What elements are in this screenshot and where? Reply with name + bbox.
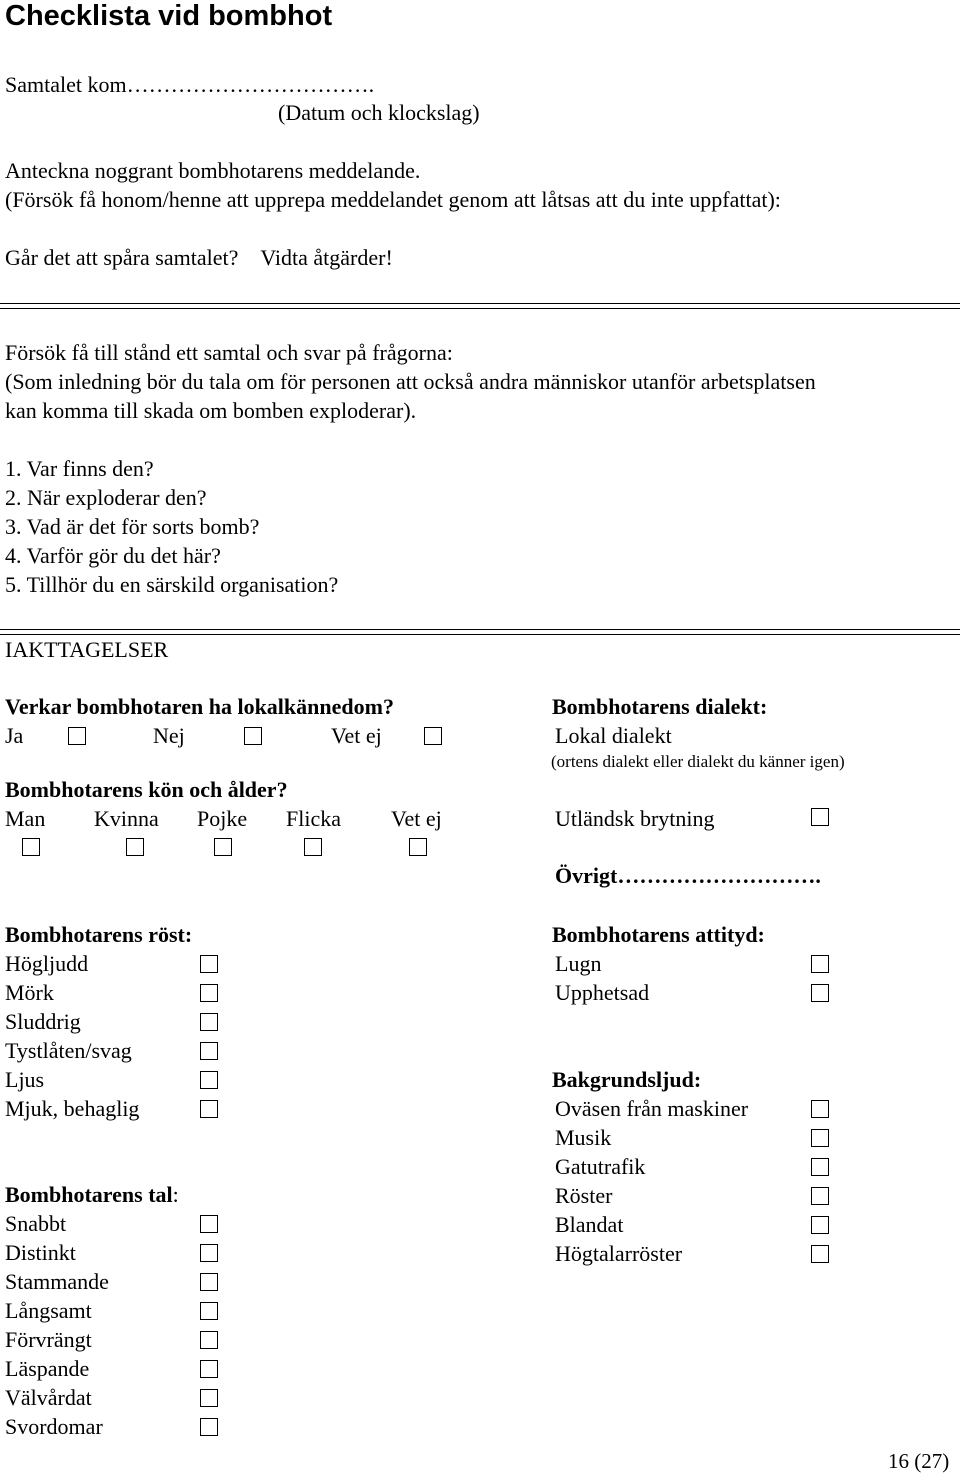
dialect-local-label: Lokal dialekt (555, 723, 672, 748)
speech-item-label: Svordomar (5, 1414, 103, 1439)
speech-item-label: Läspande (5, 1356, 90, 1381)
gender-age-checkbox[interactable] (22, 838, 40, 856)
observations-heading: IAKTTAGELSER (5, 637, 169, 662)
gender-age-option-label: Man (5, 806, 46, 831)
dialect-local-note: (ortens dialekt eller dialekt du känner igen) (551, 752, 845, 771)
background-checkbox[interactable] (811, 1216, 829, 1234)
background-checkbox[interactable] (811, 1158, 829, 1176)
voice-item-label: Mörk (5, 980, 54, 1005)
voice-item-label: Ljus (5, 1067, 45, 1092)
speech-heading-text: Bombhotarens tal (5, 1182, 173, 1207)
voice-checkbox[interactable] (200, 984, 218, 1002)
section-divider (0, 303, 960, 309)
question-item: 2. När exploderar den? (5, 485, 207, 510)
dialect-foreign-checkbox[interactable] (811, 808, 829, 826)
voice-checkbox[interactable] (200, 1013, 218, 1031)
voice-checkbox[interactable] (200, 1071, 218, 1089)
page-number: 16 (27) (888, 1449, 950, 1473)
speech-item-label: Distinkt (5, 1240, 76, 1265)
background-checkbox[interactable] (811, 1187, 829, 1205)
speech-checkbox[interactable] (200, 1273, 218, 1291)
gender-age-option-label: Vet ej (391, 806, 442, 831)
trace-action: Vidta åtgärder! (260, 245, 393, 270)
attitude-item-label: Lugn (555, 951, 602, 976)
gender-age-option-label: Kvinna (94, 806, 159, 831)
speech-item-label: Förvrängt (5, 1327, 92, 1352)
attitude-checkbox[interactable] (811, 984, 829, 1002)
voice-checkbox[interactable] (200, 955, 218, 973)
speech-checkbox[interactable] (200, 1389, 218, 1407)
local-knowledge-checkbox[interactable] (424, 727, 442, 745)
dialect-heading: Bombhotarens dialekt: (552, 694, 768, 719)
voice-checkbox[interactable] (200, 1042, 218, 1060)
gender-age-checkbox[interactable] (126, 838, 144, 856)
gender-age-checkbox[interactable] (214, 838, 232, 856)
intro-line: kan komma till skada om bomben exploderar). (5, 398, 417, 423)
intro-line: Försök få till stånd ett samtal och svar på frågorna: (5, 340, 453, 365)
background-checkbox[interactable] (811, 1100, 829, 1118)
question-item: 3. Vad är det för sorts bomb? (5, 514, 260, 539)
voice-item-label: Mjuk, behaglig (5, 1096, 140, 1121)
attitude-checkbox[interactable] (811, 955, 829, 973)
speech-checkbox[interactable] (200, 1418, 218, 1436)
local-knowledge-checkbox[interactable] (244, 727, 262, 745)
local-knowledge-checkbox[interactable] (68, 727, 86, 745)
note-instruction: Anteckna noggrant bombhotarens meddelande. (5, 158, 421, 183)
page-title: Checklista vid bombhot (5, 0, 333, 32)
dialect-other: Övrigt………………………. (555, 863, 821, 888)
background-item-label: Oväsen från maskiner (555, 1096, 749, 1121)
voice-item-label: Högljudd (5, 951, 89, 976)
speech-heading (5, 1184, 179, 1206)
speech-checkbox[interactable] (200, 1360, 218, 1378)
attitude-heading: Bombhotarens attityd: (552, 922, 765, 947)
speech-item-label: Välvårdat (5, 1385, 92, 1410)
call-time-hint: (Datum och klockslag) (278, 100, 480, 125)
background-checkbox[interactable] (811, 1129, 829, 1147)
local-knowledge-heading: Verkar bombhotaren ha lokalkännedom? (5, 694, 394, 719)
intro-line: (Som inledning bör du tala om för personen att också andra människor utanför arbetsplatsen (5, 369, 816, 394)
background-item-label: Musik (555, 1125, 612, 1150)
speech-heading-colon: : (172, 1182, 179, 1207)
gender-age-checkbox[interactable] (409, 838, 427, 856)
speech-item-label: Stammande (5, 1269, 109, 1294)
speech-checkbox[interactable] (200, 1331, 218, 1349)
speech-item-label: Snabbt (5, 1211, 67, 1236)
local-knowledge-option-label: Ja (5, 723, 24, 748)
background-item-label: Blandat (555, 1212, 624, 1237)
attitude-item-label: Upphetsad (555, 980, 650, 1005)
note-instruction-detail: (Försök få honom/henne att upprepa meddelandet genom att låtsas att du inte uppfattat): (5, 187, 781, 212)
trace-question-text: Går det att spåra samtalet? (5, 245, 239, 270)
voice-item-label: Sluddrig (5, 1009, 81, 1034)
background-item-label: Högtalarröster (555, 1241, 683, 1266)
voice-heading: Bombhotarens röst: (5, 922, 193, 947)
speech-checkbox[interactable] (200, 1215, 218, 1233)
voice-item-label: Tystlåten/svag (5, 1038, 132, 1063)
call-time-line: Samtalet kom……………………………. (5, 72, 375, 97)
trace-question (5, 247, 393, 269)
section-divider (0, 629, 960, 635)
question-item: 5. Tillhör du en särskild organisation? (5, 572, 339, 597)
gender-age-option-label: Pojke (197, 806, 248, 831)
local-knowledge-option-label: Nej (153, 723, 185, 748)
question-item: 4. Varför gör du det här? (5, 543, 221, 568)
speech-item-label: Långsamt (5, 1298, 92, 1323)
gender-age-heading: Bombhotarens kön och ålder? (5, 777, 288, 802)
gender-age-option-label: Flicka (286, 806, 341, 831)
background-item-label: Röster (555, 1183, 613, 1208)
speech-checkbox[interactable] (200, 1244, 218, 1262)
dialect-foreign-label: Utländsk brytning (555, 806, 715, 831)
question-item: 1. Var finns den? (5, 456, 154, 481)
background-checkbox[interactable] (811, 1245, 829, 1263)
local-knowledge-option-label: Vet ej (331, 723, 382, 748)
background-heading: Bakgrundsljud: (552, 1067, 702, 1092)
gender-age-checkbox[interactable] (304, 838, 322, 856)
speech-checkbox[interactable] (200, 1302, 218, 1320)
background-item-label: Gatutrafik (555, 1154, 646, 1179)
voice-checkbox[interactable] (200, 1100, 218, 1118)
